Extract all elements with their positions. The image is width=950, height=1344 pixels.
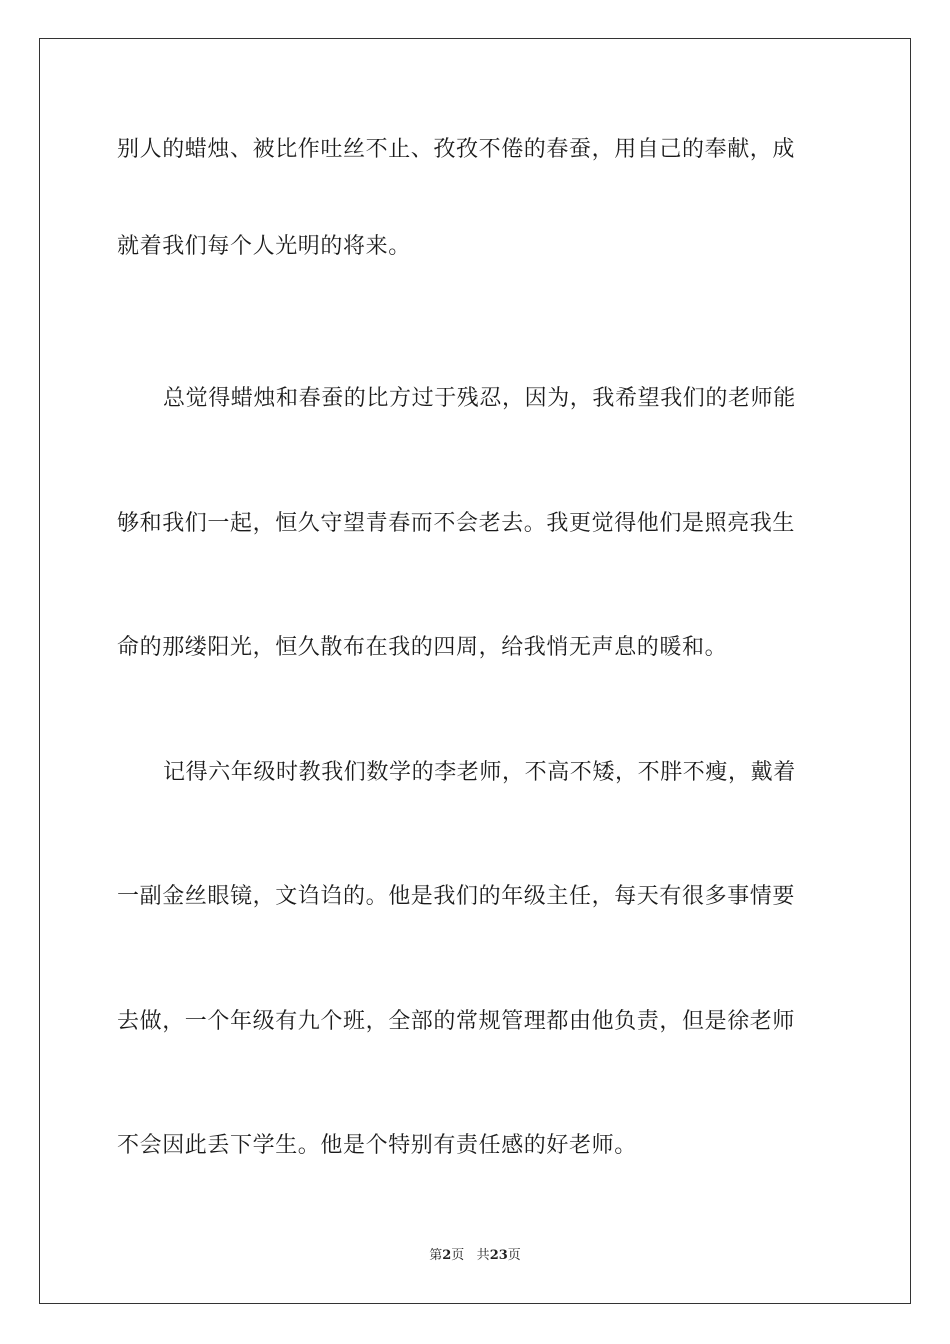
page-frame (39, 38, 911, 1304)
page-number: 第2页 (429, 1248, 465, 1263)
paragraph-line: 就着我们每个人光明的将来。 (117, 234, 411, 259)
paragraph-line: 记得六年级时教我们数学的李老师，不高不矮，不胖不瘦，戴着 (163, 760, 796, 785)
paragraph-line: 不会因此丢下学生。他是个特别有责任感的好老师。 (117, 1133, 637, 1158)
paragraph-line: 命的那缕阳光，恒久散布在我的四周，给我悄无声息的暖和。 (117, 635, 728, 660)
paragraph-line: 够和我们一起，恒久守望青春而不会老去。我更觉得他们是照亮我生 (117, 511, 796, 536)
paragraph-line: 去做，一个年级有九个班，全部的常规管理都由他负责，但是徐老师 (117, 1009, 796, 1034)
paragraph-line: 总觉得蜡烛和春蚕的比方过于残忍，因为，我希望我们的老师能 (163, 386, 796, 411)
page-total: 共23页 (476, 1248, 521, 1263)
paragraph-line: 一副金丝眼镜，文诌诌的。他是我们的年级主任，每天有很多事情要 (117, 884, 796, 909)
page-footer (0, 1247, 950, 1265)
paragraph-line: 别人的蜡烛、被比作吐丝不止、孜孜不倦的春蚕，用自己的奉献，成 (117, 137, 796, 162)
